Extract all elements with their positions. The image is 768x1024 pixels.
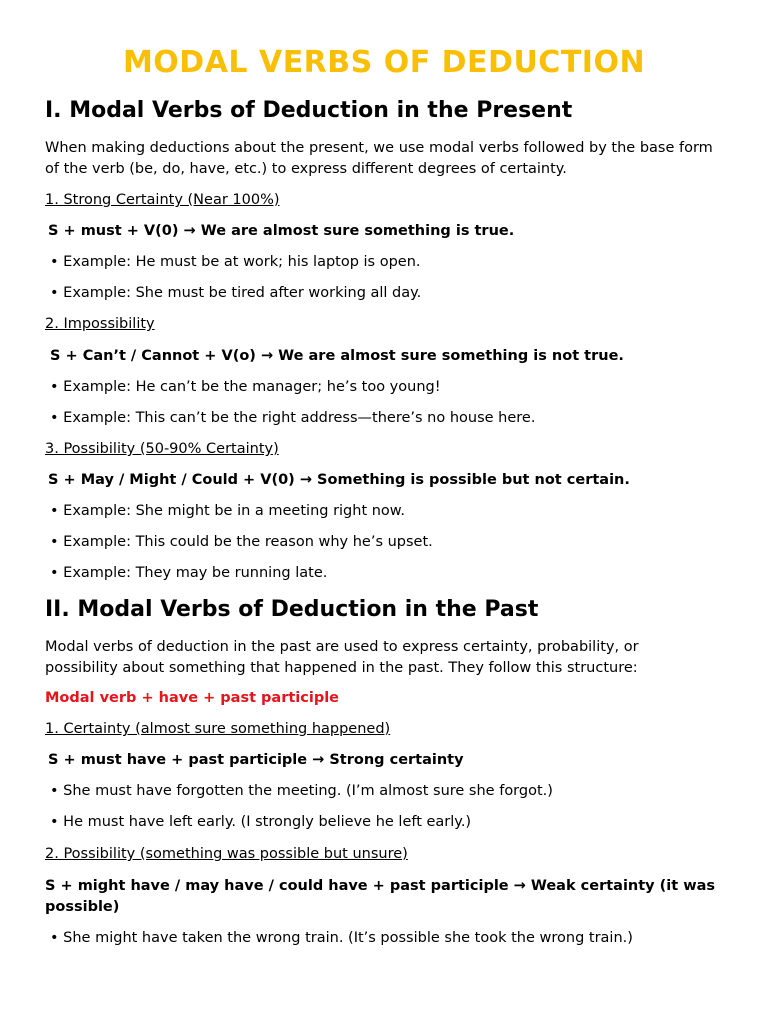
present-section-3-example-3: • Example: They may be running late. — [50, 565, 328, 581]
past-section-2-formula: S + might have / may have / could have + past participle → Weak certainty (it was possible) — [45, 878, 716, 915]
past-heading: II. Modal Verbs of Deduction in the Past — [45, 597, 539, 622]
present-section-2-example-1: • Example: He can’t be the manager; he’s too young! — [50, 379, 441, 395]
present-heading: I. Modal Verbs of Deduction in the Present — [45, 98, 573, 123]
present-section-3-example-2: • Example: This could be the reason why he’s upset. — [50, 534, 433, 550]
present-section-1-example-2: • Example: She must be tired after working all day. — [50, 285, 422, 301]
past-section-1-example-2: • He must have left early. (I strongly believe he left early.) — [50, 814, 472, 830]
present-section-3-title: 3. Possibility (50-90% Certainty) — [45, 441, 279, 457]
past-section-1-title: 1. Certainty (almost sure something happened) — [45, 721, 391, 737]
past-structure: Modal verb + have + past participle — [45, 690, 340, 706]
past-intro: Modal verbs of deduction in the past are used to express certainty, probability, or possibility about something that happened in the past. They follow this structure: — [45, 639, 639, 676]
past-section-1-example-1: • She must have forgotten the meeting. (I’m almost sure she forgot.) — [50, 783, 553, 799]
present-section-3-example-1: • Example: She might be in a meeting right now. — [50, 503, 405, 519]
present-section-2-example-2: • Example: This can’t be the right address—there’s no house here. — [50, 410, 536, 426]
document-title: MODAL VERBS OF DEDUCTION — [122, 45, 646, 80]
present-section-1-title: 1. Strong Certainty (Near 100%) — [45, 192, 280, 208]
present-section-2-title: 2. Impossibility — [45, 316, 155, 332]
past-section-2-example-1: • She might have taken the wrong train. (It’s possible she took the wrong train.) — [50, 930, 633, 946]
present-section-1-example-1: • Example: He must be at work; his laptop is open. — [50, 254, 421, 270]
present-section-1-formula: S + must + V(0) → We are almost sure something is true. — [48, 223, 515, 239]
present-intro: When making deductions about the present, we use modal verbs followed by the base form of the verb (be, do, have, etc.) to express different degrees of certainty. — [45, 140, 713, 177]
present-section-3-formula: S + May / Might / Could + V(0) → Something is possible but not certain. — [48, 472, 630, 488]
past-section-2-title: 2. Possibility (something was possible but unsure) — [45, 846, 408, 862]
present-section-2-formula: S + Can’t / Cannot + V(o) → We are almost sure something is not true. — [50, 348, 624, 364]
past-section-1-formula: S + must have + past participle → Strong certainty — [48, 752, 464, 768]
